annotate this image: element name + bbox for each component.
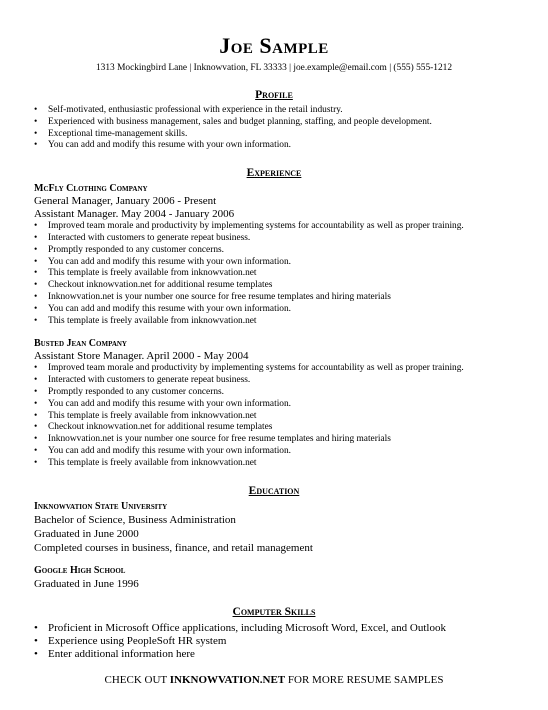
footer-site-link: INKNOWVATION.NET <box>169 673 286 686</box>
list-item: • Inknowvation.net is your number one source for free resume templates and hiring materials <box>48 434 514 446</box>
job-role: Assistant Manager. May 2004 - January 2006 <box>34 208 235 221</box>
list-item: • Checkout inknowvation.net for additional resume templates <box>48 280 514 292</box>
list-item: • Interacted with customers to generate repeat business. <box>48 375 514 387</box>
list-item: • This template is freely available from inknowvation.net <box>48 268 514 280</box>
list-item: • Improved team morale and productivity by implementing systems for accountability as well as proper training. <box>48 363 514 375</box>
job-duties-list <box>34 363 514 469</box>
list-item: • You can add and modify this resume with your own information. <box>48 257 514 269</box>
footer-suffix: FOR MORE RESUME SAMPLES <box>285 673 444 686</box>
list-item: • Interacted with customers to generate repeat business. <box>48 233 514 245</box>
section-title-experience: Experience <box>246 167 302 180</box>
school-name: Google High School <box>34 564 126 576</box>
education-detail: Graduated in June 1996 <box>34 577 139 590</box>
profile-list <box>34 105 514 152</box>
list-item: • Promptly responded to any customer concerns. <box>48 387 514 399</box>
section-title-education: Education <box>248 484 300 497</box>
job-role: Assistant Store Manager. April 2000 - May 2004 <box>34 350 249 363</box>
education-detail: Bachelor of Science, Business Administration <box>34 513 236 526</box>
list-item: • Improved team morale and productivity by implementing systems for accountability as well as proper training. <box>48 221 514 233</box>
section-title-profile: Profile <box>255 89 293 101</box>
list-item: • Inknowvation.net is your number one source for free resume templates and hiring materials <box>48 292 514 304</box>
footer-note <box>34 673 514 687</box>
company-name: Busted Jean Company <box>34 338 127 350</box>
list-item: • Experienced with business management, sales and budget planning, staffing, and people development. <box>48 117 514 129</box>
list-item: • Checkout inknowvation.net for additional resume templates <box>48 422 514 434</box>
list-item: • You can add and modify this resume with your own information. <box>48 446 514 458</box>
company-name: McFly Clothing Company <box>34 183 148 195</box>
list-item: • You can add and modify this resume with your own information. <box>48 399 514 411</box>
list-item: • Proficient in Microsoft Office applications, including Microsoft Word, Excel, and Outlook <box>48 622 514 635</box>
contact-info: 1313 Mockingbird Lane | Inknowvation, FL 33333 | joe.example@email.com | (555) 555-1212 <box>95 63 453 73</box>
job-role: General Manager, January 2006 - Present <box>34 195 217 208</box>
list-item: • This template is freely available from inknowvation.net <box>48 458 514 470</box>
applicant-name: Joe Sample <box>219 33 329 58</box>
list-item: • Enter additional information here <box>48 648 514 661</box>
education-detail: Completed courses in business, finance, and retail management <box>34 541 313 554</box>
list-item: • Self-motivated, enthusiastic professional with experience in the retail industry. <box>48 105 514 117</box>
skills-list <box>34 622 514 661</box>
list-item: • Experience using PeopleSoft HR system <box>48 635 514 648</box>
list-item: • You can add and modify this resume with your own information. <box>48 140 514 152</box>
school-name: Inknowvation State University <box>34 500 168 512</box>
list-item: • You can add and modify this resume with your own information. <box>48 304 514 316</box>
footer-prefix: CHECK OUT <box>104 673 170 686</box>
list-item: • Exceptional time-management skills. <box>48 129 514 141</box>
education-detail: Graduated in June 2000 <box>34 527 139 540</box>
job-duties-list <box>34 221 514 327</box>
section-title-skills: Computer Skills <box>232 605 316 618</box>
list-item: • Promptly responded to any customer concerns. <box>48 245 514 257</box>
list-item: • This template is freely available from inknowvation.net <box>48 316 514 328</box>
list-item: • This template is freely available from inknowvation.net <box>48 411 514 423</box>
